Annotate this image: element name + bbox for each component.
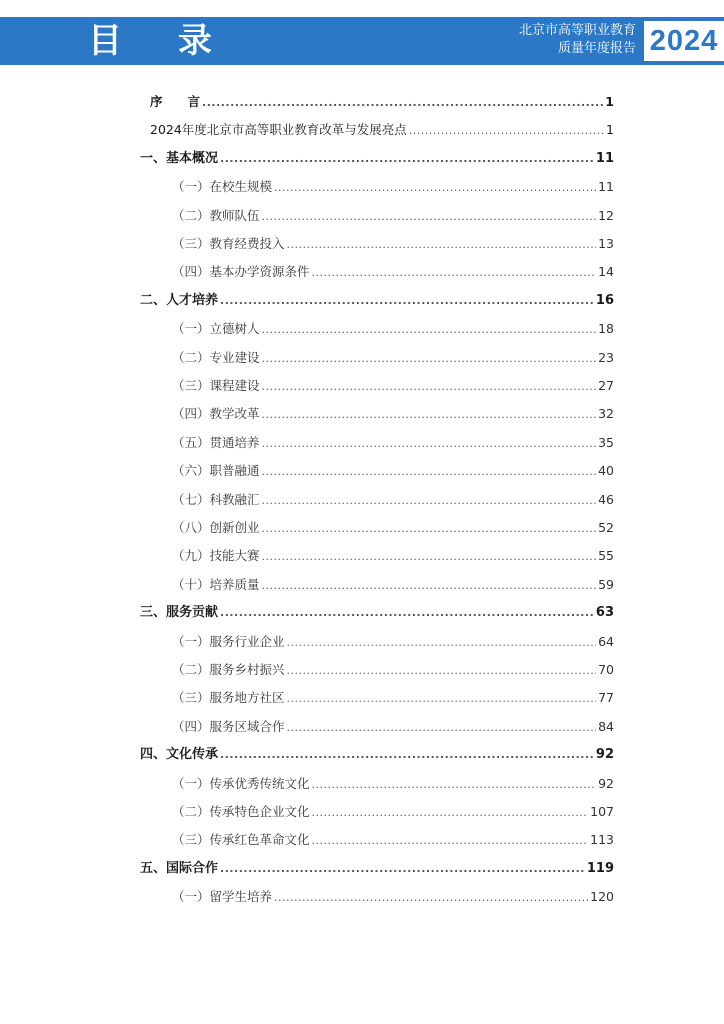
toc-page-number: 63 — [595, 605, 614, 621]
toc-entry[interactable] — [172, 486, 614, 514]
toc-dot-leader — [262, 515, 597, 543]
toc-dot-leader — [312, 771, 597, 799]
toc-entry[interactable] — [172, 429, 614, 457]
toc-entry-title: （四）服务区域合作 — [172, 718, 285, 734]
toc-dot-leader — [287, 657, 597, 685]
toc-dot-leader — [262, 430, 597, 458]
toc-dot-leader — [262, 572, 597, 600]
toc-entry[interactable] — [172, 400, 614, 428]
toc-entry-title: （二）教师队伍 — [172, 207, 260, 223]
toc-dot-leader — [409, 117, 604, 145]
toc-chapter-entry[interactable] — [140, 855, 614, 883]
page-title: 目 录 — [88, 21, 234, 61]
toc-entry[interactable] — [172, 628, 614, 656]
toc-page-number: 92 — [595, 747, 614, 763]
toc-dot-leader — [262, 487, 597, 515]
toc-entry-title: （三）服务地方社区 — [172, 690, 285, 706]
toc-page-number: 70 — [598, 662, 614, 677]
toc-entry-title: （一）立德树人 — [172, 321, 260, 337]
toc-entry-title: （一）传承优秀传统文化 — [172, 775, 310, 791]
toc-page-number: 13 — [598, 236, 614, 251]
toc-entry-title: （六）职普融通 — [172, 463, 260, 479]
toc-page-number: 14 — [598, 264, 614, 280]
toc-page-number: 18 — [598, 321, 614, 337]
toc-dot-leader — [312, 259, 597, 287]
report-year-badge: 2024 — [644, 21, 724, 61]
toc-entry-title: 二、人才培养 — [140, 292, 219, 308]
report-subtitle-line2: 质量年度报告 — [557, 41, 636, 56]
toc-entry[interactable] — [150, 88, 614, 116]
toc-entry[interactable] — [172, 798, 614, 826]
toc-entry[interactable] — [172, 258, 614, 286]
toc-page-number: 52 — [598, 520, 614, 535]
toc-dot-leader — [220, 855, 585, 883]
toc-page-number: 113 — [590, 832, 614, 848]
toc-dot-leader — [312, 827, 589, 855]
toc-page-number: 35 — [598, 434, 614, 450]
toc-dot-leader — [220, 145, 594, 173]
toc-page-number: 32 — [598, 406, 614, 422]
toc-entry[interactable] — [172, 826, 614, 854]
toc-entry[interactable] — [172, 770, 614, 798]
toc-page-number: 64 — [598, 633, 614, 649]
toc-dot-leader — [274, 174, 596, 202]
toc-page-number: 40 — [598, 463, 614, 479]
toc-page-number: 119 — [586, 860, 614, 876]
toc-entry-title: 2024年度北京市高等职业教育改革与发展亮点 — [150, 122, 407, 138]
toc-page-number: 46 — [598, 491, 614, 507]
toc-entry[interactable] — [172, 457, 614, 485]
toc-entry-title: （三）传承红色革命文化 — [172, 832, 310, 848]
toc-dot-leader — [262, 345, 597, 373]
toc-chapter-entry[interactable] — [140, 145, 614, 173]
toc-page-number: 11 — [595, 150, 614, 166]
toc-entry[interactable] — [172, 372, 614, 400]
toc-page-number: 59 — [598, 576, 614, 592]
toc-entry-title: （七）科教融汇 — [172, 491, 260, 507]
toc-dot-leader — [220, 599, 594, 627]
toc-entry-title: （四）教学改革 — [172, 406, 260, 422]
toc-page-number: 23 — [598, 349, 614, 365]
toc-entry-title: （四）基本办学资源条件 — [172, 264, 310, 280]
toc-dot-leader — [262, 543, 597, 571]
toc-entry[interactable] — [172, 883, 614, 911]
toc-page-number: 107 — [590, 804, 614, 819]
toc-entry[interactable] — [172, 173, 614, 201]
toc-entry-title: （二）服务乡村振兴 — [172, 662, 285, 677]
toc-entry-title: （一）在校生规模 — [172, 179, 273, 195]
toc-dot-leader — [262, 401, 597, 429]
toc-page-number: 1 — [605, 94, 614, 109]
toc-entry-title: （一）服务行业企业 — [172, 633, 285, 649]
toc-entry-title: （二）专业建设 — [172, 349, 260, 365]
toc-page-number: 1 — [606, 122, 614, 138]
header-banner — [0, 17, 724, 65]
toc-entry[interactable] — [172, 344, 614, 372]
toc-dot-leader — [202, 89, 603, 117]
toc-entry-title: （一）留学生培养 — [172, 889, 273, 905]
toc-page-number: 11 — [598, 179, 614, 195]
toc-page-number: 92 — [598, 775, 614, 791]
toc-dot-leader — [262, 203, 597, 231]
toc-dot-leader — [220, 287, 594, 315]
toc-page-number: 16 — [595, 292, 614, 308]
toc-entry-title: （九）技能大赛 — [172, 548, 260, 564]
toc-dot-leader — [287, 714, 597, 742]
toc-dot-leader — [287, 231, 597, 259]
toc-page-number: 55 — [598, 548, 614, 564]
toc-page-number: 77 — [598, 690, 614, 706]
toc-page-number: 27 — [598, 378, 614, 393]
toc-entry[interactable] — [172, 542, 614, 570]
toc-entry-title: 五、国际合作 — [140, 860, 219, 876]
toc-entry-title: 三、服务贡献 — [140, 605, 219, 621]
toc-entry[interactable] — [172, 713, 614, 741]
toc-dot-leader — [262, 458, 597, 486]
toc-entry-title: （五）贯通培养 — [172, 434, 260, 450]
toc-entry-title: （三）教育经费投入 — [172, 236, 285, 251]
toc-page-number: 84 — [598, 718, 614, 734]
toc-entry[interactable] — [172, 684, 614, 712]
toc-entry[interactable] — [172, 514, 614, 542]
report-subtitle — [519, 22, 636, 58]
toc-entry[interactable] — [172, 656, 614, 684]
toc-entry-title: （十）培养质量 — [172, 576, 260, 592]
toc-entry-title: （八）创新创业 — [172, 520, 260, 535]
toc-dot-leader — [262, 316, 597, 344]
toc-chapter-entry[interactable] — [140, 741, 614, 769]
toc-dot-leader — [287, 685, 597, 713]
toc-entry-title: 四、文化传承 — [140, 747, 219, 763]
toc-dot-leader — [312, 799, 589, 827]
toc-chapter-entry[interactable] — [140, 287, 614, 315]
toc-page-number: 12 — [598, 207, 614, 223]
toc-entry[interactable] — [172, 315, 614, 343]
toc-entry[interactable] — [150, 116, 614, 144]
toc-dot-leader — [262, 373, 597, 401]
toc-dot-leader — [287, 629, 597, 657]
toc-entry-title: （二）传承特色企业文化 — [172, 804, 310, 819]
toc-entry-title: （三）课程建设 — [172, 378, 260, 393]
toc-entry[interactable] — [172, 202, 614, 230]
toc-dot-leader — [220, 741, 594, 769]
toc-entry-title: 序 言 — [150, 94, 201, 109]
toc-chapter-entry[interactable] — [140, 599, 614, 627]
toc-page-number: 120 — [590, 889, 614, 905]
report-subtitle-line1: 北京市高等职业教育 — [518, 23, 636, 38]
toc-entry[interactable] — [172, 571, 614, 599]
toc-dot-leader — [274, 884, 588, 912]
toc-entry-title: 一、基本概况 — [140, 150, 219, 166]
toc-entry[interactable] — [172, 230, 614, 258]
